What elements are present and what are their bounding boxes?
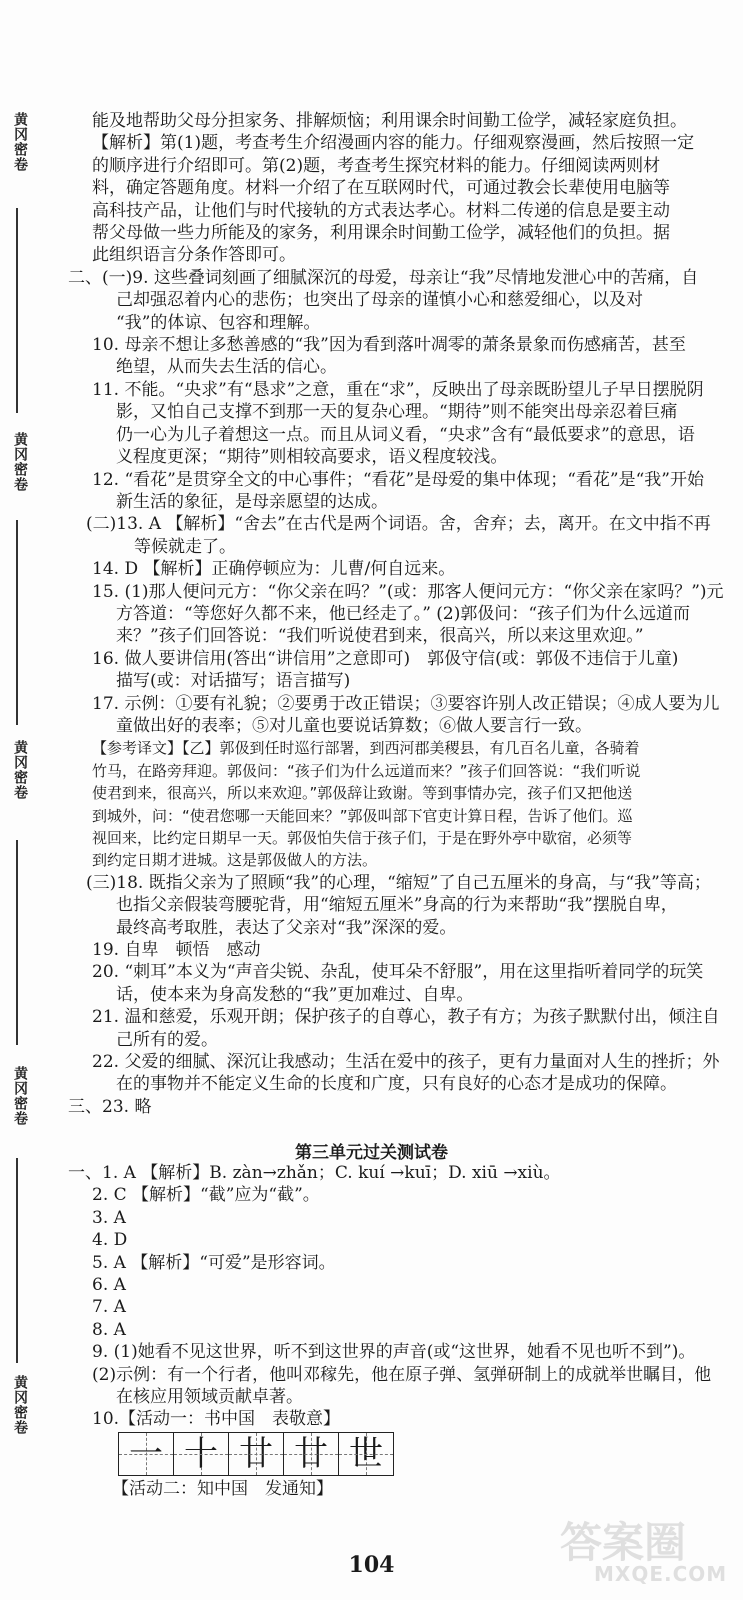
text-line: 来？”孩子们回答说：“我们听说使君到来，很高兴，所以来这里欢迎。” [116, 626, 644, 647]
text-line: 料，确定答题角度。材料一介绍了在互联网时代，可通过教会长辈使用电脑等 [92, 178, 670, 199]
text-line: 二、(一)9. 这些叠词刻画了细腻深沉的母爱，母亲让“我”尽情地发泄心中的苦痛，自 [68, 267, 699, 288]
text-line: 能及地帮助父母分担家务、排解烦恼；利用课余时间勤工俭学，减轻家庭负担。 [92, 111, 687, 131]
text-line: 8. A [92, 1319, 126, 1340]
unit3-answers [68, 1162, 722, 1431]
text-line: 10. 母亲不想让多愁善感的“我”因为看到落叶凋零的萧条景象而伤感痛苦，甚至 [92, 335, 686, 356]
grid-cell [284, 1433, 339, 1475]
text-line: 3. A [92, 1207, 126, 1228]
text-line: 新生活的象征，是母亲愿望的达成。 [116, 491, 388, 512]
text-line: 15. (1)那人便问元方：“你父亲在吗？”(或：那客人便问元方：“你父亲在家吗？”)元 [92, 581, 724, 602]
grid-cell [174, 1433, 229, 1475]
grid-cell [119, 1433, 174, 1475]
text-line: 21. 温和慈爱，乐观开朗；保护孩子的自尊心，教子有方；为孩子默默付出，倾注自 [92, 1007, 720, 1028]
text-line: (2)示例：有一个行者，他叫邓稼先，他在原子弹、氢弹研制上的成就举世瞩目，他 [92, 1364, 712, 1385]
text-line: 16. 做人要讲信用(答出“讲信用”之意即可) 郭伋守信(或：郭伋不违信于儿童) [92, 648, 679, 669]
text-line: 一、1. A 【解析】B. zàn→zhǎn；C. kuí →kuī；D. xiū →xiù。 [68, 1163, 561, 1183]
text-line: 2. C 【解析】“截”应为“截”。 [92, 1185, 320, 1206]
text-line: 10.【活动一：书中国 表敬意】 [92, 1409, 341, 1430]
margin-label: 黄冈密卷 [12, 1375, 28, 1435]
watermark-logo: 答案圈 [560, 1518, 687, 1567]
margin-label: 黄冈密卷 [12, 1066, 28, 1126]
watermark-url: MXQE.COM [594, 1562, 728, 1586]
text-line: 此组织语言分条作答即可。 [92, 245, 296, 266]
margin-label: 黄冈密卷 [12, 112, 28, 172]
text-line: 的顺序进行介绍即可。第(2)题，考查考生探究材料的能力。仔细阅读两则材 [92, 155, 661, 176]
text-line: 在的事物并不能定义生命的长度和广度，只有良好的心态才是成功的保障。 [116, 1074, 677, 1095]
text-line: 22. 父爱的细腻、深沉让我感动；生活在爱中的孩子，更有力量面对人生的挫折；外 [92, 1052, 720, 1073]
text-line: 童做出好的表率；⑤对儿童也要说话算数；⑥做人要言行一致。 [116, 715, 592, 736]
text-line: 在核应用领域贡献卓著。 [116, 1387, 303, 1408]
text-line: 9. (1)她看不见这世界，听不到这世界的声音(或“这世界，她看不见也听不到”)。 [92, 1342, 696, 1363]
text-line: 等候就走了。 [134, 536, 236, 557]
section-title: 第三单元过关测试卷 [295, 1143, 448, 1163]
text-line: 仍一心为儿子着想这一点。而且从词义看，“央求”含有“最低要求”的意思，语 [116, 424, 695, 445]
text-line: 14. D 【解析】正确停顿应为：儿曹/何自远来。 [92, 559, 456, 580]
margin-rule [16, 840, 18, 1045]
text-line: 影，又怕自己支撑不到那一天的复杂心理。“期待”则不能突出母亲忍着巨痛 [116, 402, 678, 423]
grid-char: 廿 [239, 1434, 273, 1474]
text-line: 话，使本来为身高发愁的“我”更加难过、自卑。 [116, 984, 474, 1005]
text-line: 4. D [92, 1230, 128, 1251]
grid-char: 一 [129, 1434, 163, 1474]
text-line: 20. “刺耳”本义为“声音尖锐、杂乱，使耳朵不舒服”，用在这里指听着同学的玩笑 [92, 962, 704, 983]
text-line: 最终高考取胜，表达了父亲对“我”深深的爱。 [116, 917, 457, 938]
text-line: 6. A [92, 1275, 126, 1296]
text-line: 到城外，问：“使君您哪一天能回来？”郭伋叫部下官吏计算日程，告诉了他们。巡 [92, 806, 633, 825]
text-line: 使君到来，很高兴，所以来欢迎。”郭伋辞让致谢。等到事情办完，孩子们又把他送 [92, 784, 633, 803]
margin-sidebar [0, 0, 46, 1600]
text-line: 己却强忍着内心的悲伤；也突出了母亲的谨慎小心和慈爱细心，以及对 [116, 290, 643, 311]
text-line: 竹马，在路旁拜迎。郭伋问：“孩子们为什么远道而来？”孩子们回答说：“我们听说 [92, 761, 641, 780]
text-line: 三、23. 略 [68, 1096, 152, 1117]
text-line: 也指父亲假装弯腰驼背，用“缩短五厘米”身高的行为来帮助“我”摆脱自卑， [116, 895, 678, 916]
grid-cell [339, 1433, 393, 1475]
text-line: 19. 自卑 顿悟 感动 [92, 940, 261, 961]
margin-rule [16, 1158, 18, 1363]
text-line: 方答道：“等您好久都不来，他已经走了。” (2)郭伋问：“孩子们为什么远道而 [116, 603, 691, 624]
writing-grid [118, 1432, 394, 1476]
margin-rule [16, 520, 18, 725]
text-line: 12. “看花”是贯穿全文的中心事件；“看花”是母爱的集中体现；“看花”是“我”开始 [92, 469, 704, 490]
watermark [560, 1510, 730, 1595]
grid-char: 世 [349, 1434, 383, 1474]
grid-cell [229, 1433, 284, 1475]
page-number: 104 [348, 1552, 395, 1578]
text-line: 7. A [92, 1297, 126, 1318]
grid-char: 十 [184, 1434, 218, 1474]
text-line: 描写(或：对话描写；语言描写) [116, 671, 351, 692]
text-line: 义程度更深；“期待”则相较高要求，语义程度较浅。 [116, 447, 508, 468]
text-line: 11. 不能。“央求”有“恳求”之意，重在“求”，反映出了母亲既盼望儿子早日摆脱阴 [92, 379, 704, 400]
margin-rule [16, 208, 18, 413]
text-line: 17. 示例：①要有礼貌；②要勇于改正错误；③要容许别人改正错误；④成人要为儿 [92, 693, 720, 714]
grid-char: 廿 [294, 1434, 328, 1474]
text-line: 5. A 【解析】“可爱”是形容词。 [92, 1252, 336, 1273]
answer-text-block [68, 110, 724, 1118]
text-line: 【解析】第(1)题，考查考生介绍漫画内容的能力。仔细观察漫画，然后按照一定 [92, 133, 695, 154]
text-line: 【参考译文】【乙】郭伋到任时巡行部署，到西河郡美稷县，有几百名儿童，各骑着 [92, 739, 640, 758]
text-line: (二)13. A 【解析】“舍去”在古代是两个词语。舍，舍弃；去，离开。在文中指不再 [86, 514, 711, 535]
text-line: 帮父母做一些力所能及的家务，利用课余时间勤工俭学，减轻他们的负担。据 [92, 223, 670, 244]
text-line: 高科技产品，让他们与时代接轨的方式表达孝心。材料二传递的信息是要主动 [92, 200, 670, 221]
margin-label: 黄冈密卷 [12, 740, 28, 800]
text-line: 己所有的爱。 [116, 1029, 218, 1050]
activity-two-label: 【活动二：知中国 发通知】 [112, 1479, 333, 1499]
text-line: 视回来，比约定日期早一天。郭伋怕失信于孩子们，于是在野外亭中歇宿，必须等 [92, 829, 633, 847]
margin-label: 黄冈密卷 [12, 432, 28, 492]
text-line: 到约定日期才进城。这是郭伋做人的方法。 [92, 851, 378, 870]
text-line: “我”的体谅、包容和理解。 [116, 312, 321, 333]
text-line: 绝望，从而失去生活的信心。 [116, 357, 337, 378]
text-line: (三)18. 既指父亲为了照顾“我”的心理，“缩短”了自己五厘米的身高，与“我”等高； [86, 872, 711, 893]
